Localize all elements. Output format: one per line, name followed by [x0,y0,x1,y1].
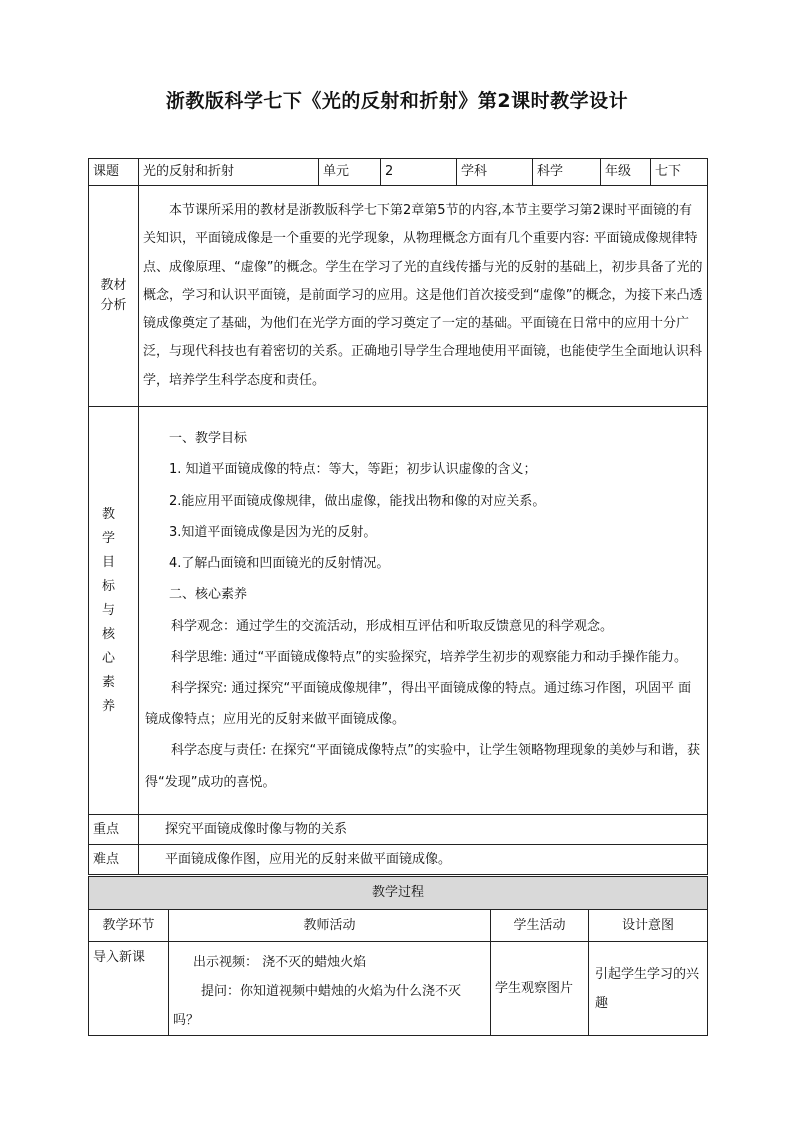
goals-label: 教学 目标 与核 心素 养 [89,407,139,815]
unit-label: 单元 [319,159,381,186]
key-point-label: 重点 [89,815,139,845]
literacy-item: 科学探究: 通过探究“平面镜成像规律”，得出平面镜成像的特点。通过练习作图，巩固平 面镜成像特点；应用光的反射来做平面镜成像。 [145,680,692,728]
teacher-line: 提问：你知道视频中蜡烛的火焰为什么浇不灭吗？ [173,984,462,1028]
teacher-activity [169,942,491,1036]
lesson-info-table [88,158,708,875]
stage-cell: 导入新课 [89,942,169,1036]
difficulty-label: 难点 [89,845,139,875]
column-header: 设计意图 [589,910,708,942]
process-header: 教学过程 [89,877,708,910]
process-header-row [89,877,708,910]
grade-label: 年级 [601,159,651,186]
analysis-row [89,186,708,407]
difficulty-text: 平面镜成像作图，应用光的反射来做平面镜成像。 [139,845,708,875]
subject-label: 学科 [457,159,533,186]
literacy-heading: 二、核心素养 [169,587,248,603]
process-columns-row [89,910,708,942]
key-point-text: 探究平面镜成像时像与物的关系 [139,815,708,845]
difficulty-row [89,845,708,875]
literacy-item: 科学观念：通过学生的交流活动，形成相互评估和听取反馈意见的科学观念。 [171,618,614,634]
goals-heading: 一、教学目标 [169,431,248,447]
column-header: 学生活动 [491,910,589,942]
process-table [88,876,708,1036]
analysis-label: 教材 分析 [89,186,139,407]
column-header: 教师活动 [169,910,491,942]
column-header: 教学环节 [89,910,169,942]
goals-content [139,407,708,815]
grade-value: 七下 [651,159,708,186]
goal-item: 2.能应用平面镜成像规律，做出虚像，能找出物和像的对应关系。 [169,493,546,509]
subject-value: 科学 [533,159,601,186]
unit-value: 2 [381,159,457,186]
teacher-line: 出示视频： 浇不灭的蜡烛火焰 [193,955,367,970]
analysis-text: 本节课所采用的教材是浙教版科学七下第2章第5节的内容,本节主要学习第2课时平面镜的有关知识，平面镜成像是一个重要的光学现象，从物理概念方面有几个重要内容: 平面镜成像规律特点、成像原理、“虚像”的概念。学生在学习了光的直线传播与光的反射的基础上，初步具备了光的概念，学习和认识平面镜，是前面学习的应用。这是他们首次接受到“虚像”的概念，为接下来凸透镜成像奠定了基础，为他们在光学方面的学习奠定了一定的基础。平面镜在日常中的应用十分广泛，与现代科技也有着密切的关系。正确地引导学生合理地使用平面镜，也能使学生全面地认识科学，培养学生科学态度和责任。 [139,186,708,407]
page-title: 浙教版科学七下《光的反射和折射》第2课时教学设计 [165,90,629,112]
process-row [89,942,708,1036]
topic-value: 光的反射和折射 [139,159,319,186]
goal-item: 4.了解凸面镜和凹面镜光的反射情况。 [169,556,390,572]
goals-row [89,407,708,815]
topic-label: 课题 [89,159,139,186]
goal-item: 3.知道平面镜成像是因为光的反射。 [169,524,377,540]
design-intent: 引起学生学习的兴趣 [589,942,708,1036]
student-activity: 学生观察图片 [491,942,589,1036]
info-row [89,159,708,186]
literacy-item: 科学思维: 通过“平面镜成像特点”的实验探究，培养学生初步的观察能力和动手操作能力。 [171,649,687,665]
goal-item: 1. 知道平面镜成像的特点：等大，等距；初步认识虚像的含义； [169,462,537,478]
literacy-item: 科学态度与责任: 在探究“平面镜成像特点”的实验中，让学生领略物理现象的美妙与和谐，获得“发现”成功的喜悦。 [145,743,700,790]
key-point-row [89,815,708,845]
